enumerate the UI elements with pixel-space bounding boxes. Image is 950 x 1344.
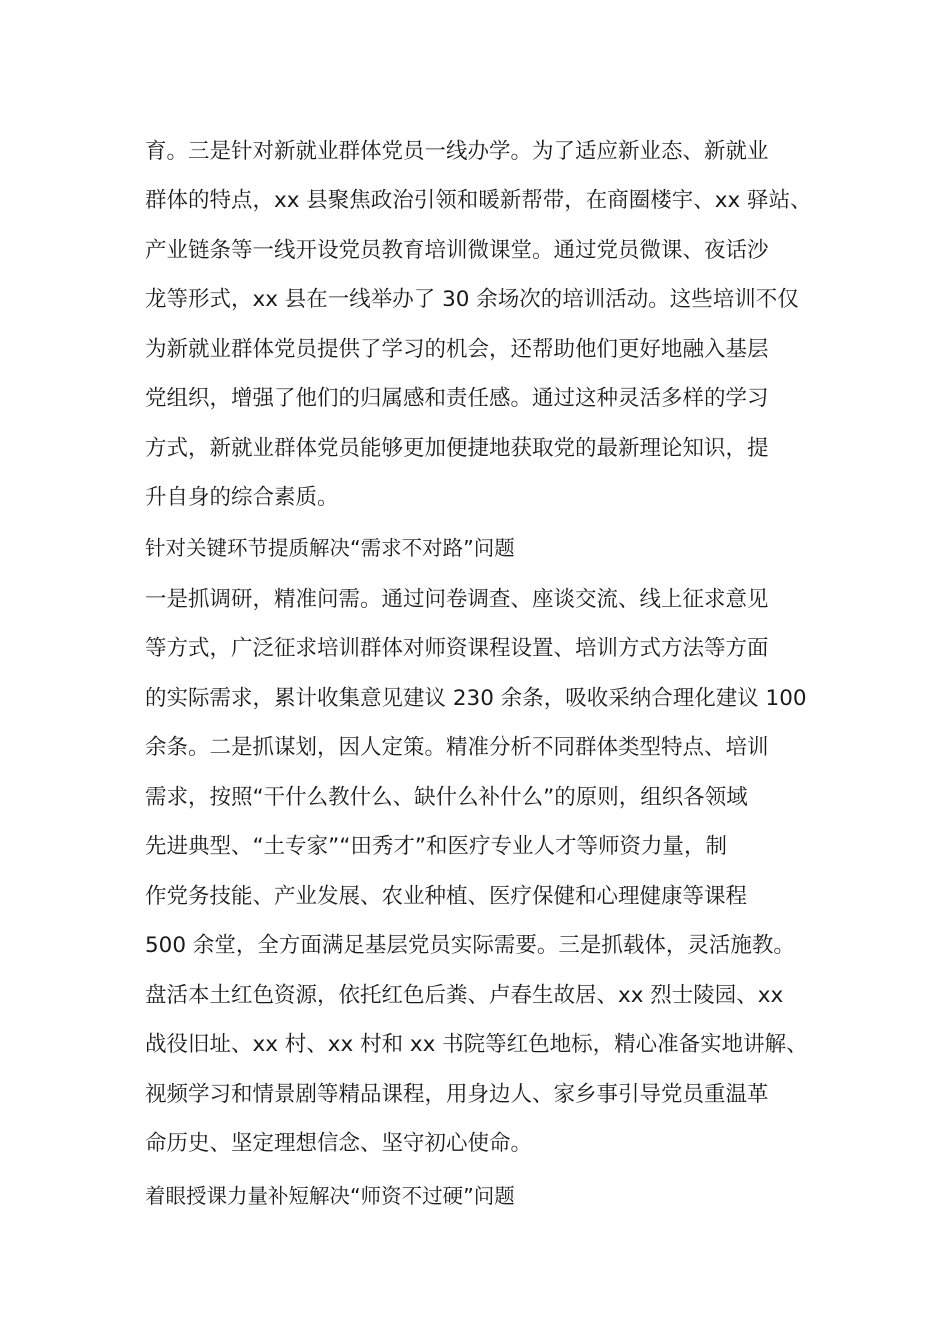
paragraph-line: 党组织，增强了他们的归属感和责任感。通过这种灵活多样的学习 <box>145 386 769 411</box>
paragraph-line: 战役旧址、xx 村、xx 村和 xx 书院等红色地标，精心准备实地讲解、 <box>145 1032 808 1057</box>
paragraph-line: 先进典型、“土专家”“田秀才”和医疗专业人才等师资力量，制 <box>145 834 728 859</box>
paragraph-line: 龙等形式，xx 县在一线举办了 30 余场次的培训活动。这些培训不仅 <box>145 287 799 312</box>
section-heading: 针对关键环节提质解决“需求不对路”问题 <box>145 536 515 560</box>
paragraph-line: 500 余堂，全方面满足基层党员实际需要。三是抓载体，灵活施教。 <box>145 933 795 958</box>
paragraph-line: 方式，新就业群体党员能够更加便捷地获取党的最新理论知识，提 <box>145 436 769 461</box>
paragraph-line: 为新就业群体党员提供了学习的机会，还帮助他们更好地融入基层 <box>145 337 769 362</box>
paragraph-line: 盘活本土红色资源，依托红色后粪、卢春生故居、xx 烈士陵园、xx <box>145 983 784 1008</box>
paragraph-line: 余条。二是抓谋划，因人定策。精准分析不同群体类型特点、培训 <box>145 735 769 760</box>
paragraph-line: 作党务技能、产业发展、农业种植、医疗保健和心理健康等课程 <box>145 884 748 909</box>
paragraph-line: 产业链条等一线开设党员教育培训微课堂。通过党员微课、夜话沙 <box>145 238 769 263</box>
paragraph-line: 群体的特点，xx 县聚焦政治引领和暖新帮带，在商圈楼宇、xx 驿站、 <box>145 188 812 213</box>
paragraph-line: 等方式，广泛征求培训群体对师资课程设置、培训方式方法等方面 <box>145 636 769 661</box>
paragraph-line: 视频学习和情景剧等精品课程，用身边人、家乡事引导党员重温革 <box>145 1082 769 1107</box>
section-heading: 着眼授课力量补短解决“师资不过硬”问题 <box>145 1184 515 1208</box>
paragraph-line: 的实际需求，累计收集意见建议 230 余条，吸收采纳合理化建议 100 <box>145 686 807 711</box>
paragraph-line: 需求，按照“干什么教什么、缺什么补什么”的原则，组织各领域 <box>145 785 748 810</box>
paragraph-line: 育。三是针对新就业群体党员一线办学。为了适应新业态、新就业 <box>145 139 769 164</box>
paragraph-line: 一是抓调研，精准问需。通过问卷调查、座谈交流、线上征求意见 <box>145 587 769 612</box>
paragraph-line: 升自身的综合素质。 <box>145 485 339 510</box>
paragraph-line: 命历史、坚定理想信念、坚守初心使命。 <box>145 1131 533 1156</box>
